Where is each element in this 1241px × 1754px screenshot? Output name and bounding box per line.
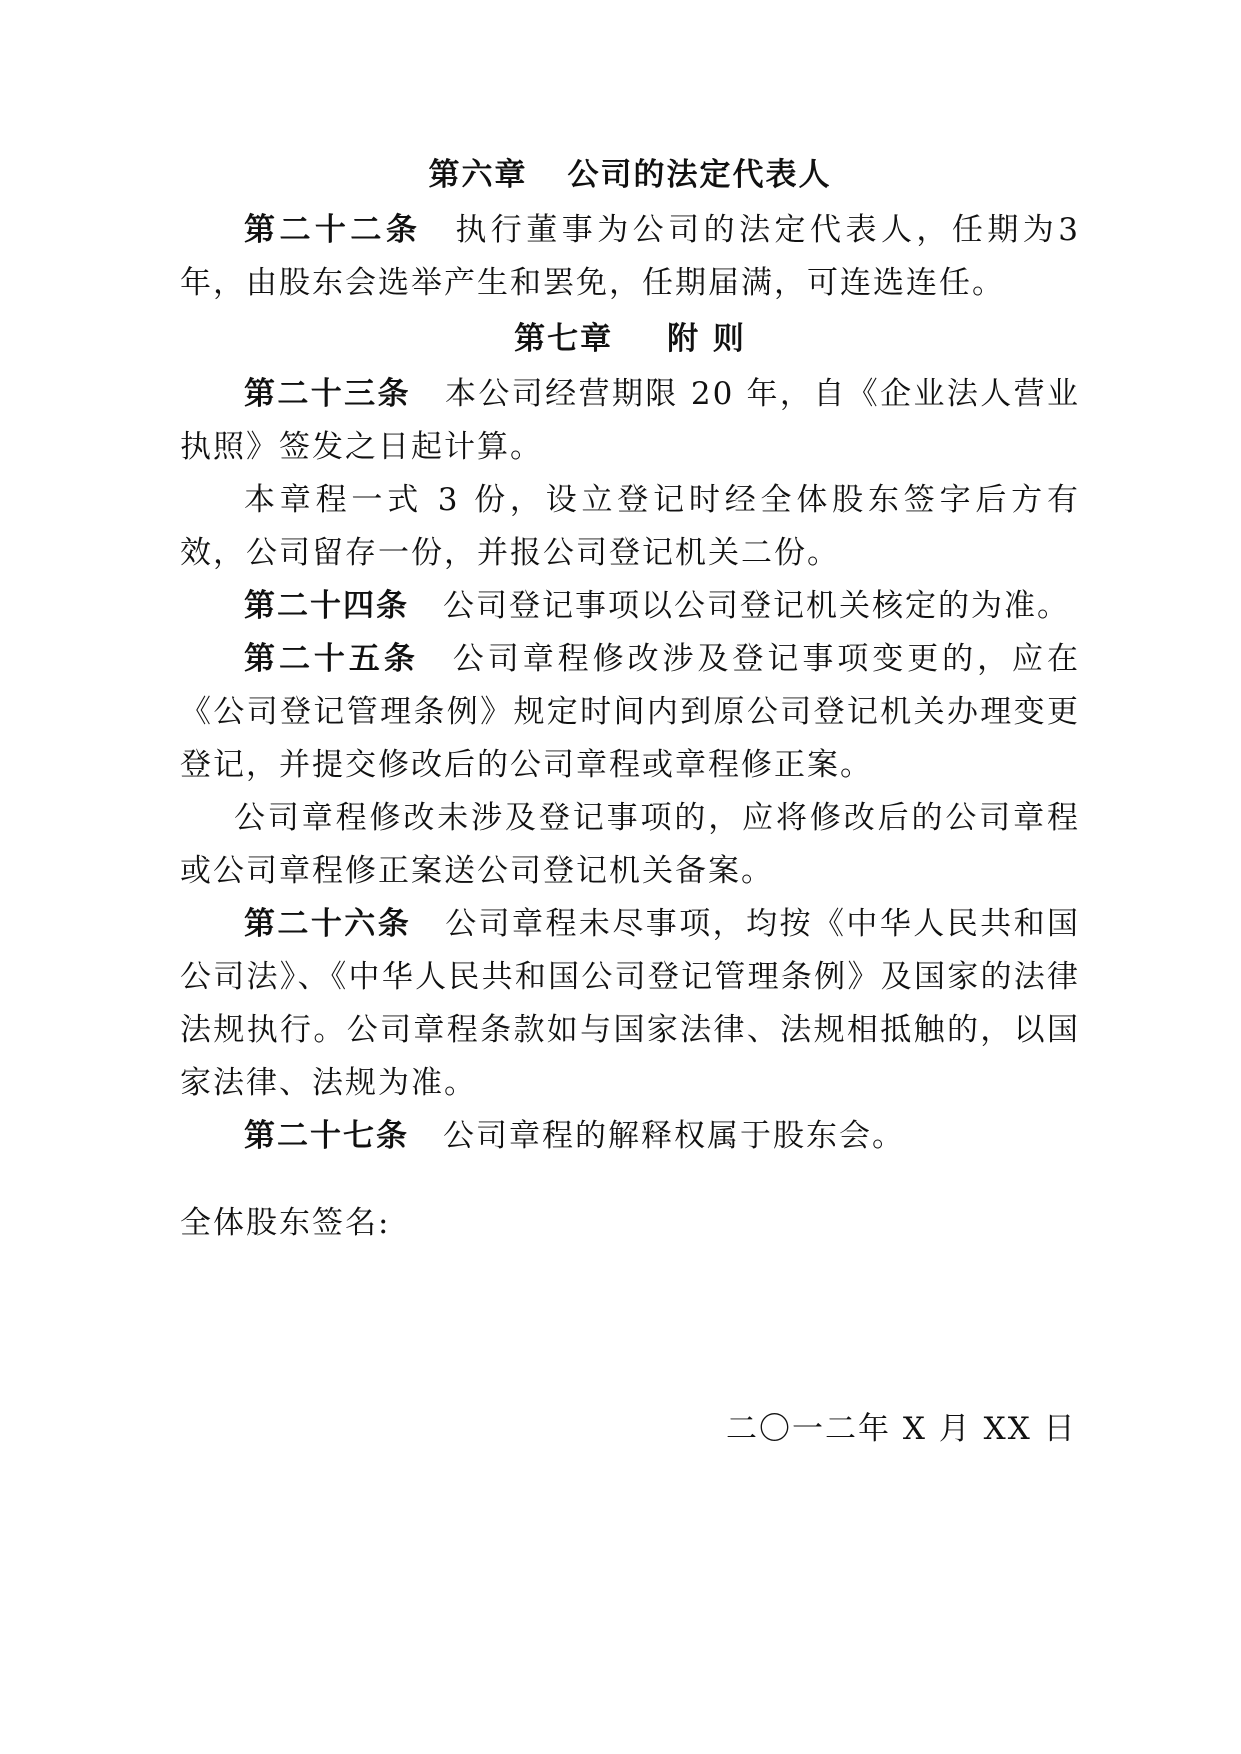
article-26 [180,898,1080,1110]
article-25-number: 第二十五条 [244,641,419,677]
chapter-7-title: 附 则 [667,321,746,357]
document-date: 二〇一二年 X 月 XX 日 [726,1411,1077,1447]
chapter-6-title: 公司的法定代表人 [567,157,832,193]
article-23 [180,368,1080,474]
article-24-text: 公司登记事项以公司登记机关核定的为准。 [443,588,1070,624]
signature-label: 全体股东签名: [180,1205,391,1241]
article-23-text: 本公司经营期限 20 年，自《企业法人营业执照》签发之日起计算。 [180,376,1081,465]
article-25 [180,633,1080,792]
chapter-6-label: 第六章 [428,157,528,193]
article-27 [180,1110,1080,1163]
article-27-text: 公司章程的解释权属于股东会。 [443,1118,905,1154]
article-26-text: 公司章程未尽事项，均按《中华人民共和国公司法》、《中华人民共和国公司登记管理条例》及国家的法律法规执行。公司章程条款如与国家法律、法规相抵触的，以国家法律、法规为准。 [180,906,1081,1101]
paragraph-copies: 本章程一式 3 份，设立登记时经全体股东签字后方有效，公司留存一份，并报公司登记机关二份。 [180,482,1080,571]
article-24-number: 第二十四条 [244,588,409,624]
document-body [180,146,1080,1163]
article-27-number: 第二十七条 [244,1118,409,1154]
article-22 [180,204,1080,310]
chapter-6-heading [180,146,1080,204]
article-22-number: 第二十二条 [244,212,422,248]
article-22-text: 执行董事为公司的法定代表人，任期为3年，由股东会选举产生和罢免，任期届满，可连选连任。 [180,212,1080,301]
chapter-7-label: 第七章 [514,321,614,357]
article-23-number: 第二十三条 [244,376,411,412]
article-26-number: 第二十六条 [244,906,412,942]
article-25-text: 公司章程修改涉及登记事项变更的，应在《公司登记管理条例》规定时间内到原公司登记机关办理变更登记，并提交修改后的公司章程或章程修正案。 [180,641,1081,783]
chapter-7-heading [180,310,1080,368]
article-24 [180,580,1080,633]
paragraph-amendment: 公司章程修改未涉及登记事项的，应将修改后的公司章程或公司章程修正案送公司登记机关备案。 [180,800,1080,889]
